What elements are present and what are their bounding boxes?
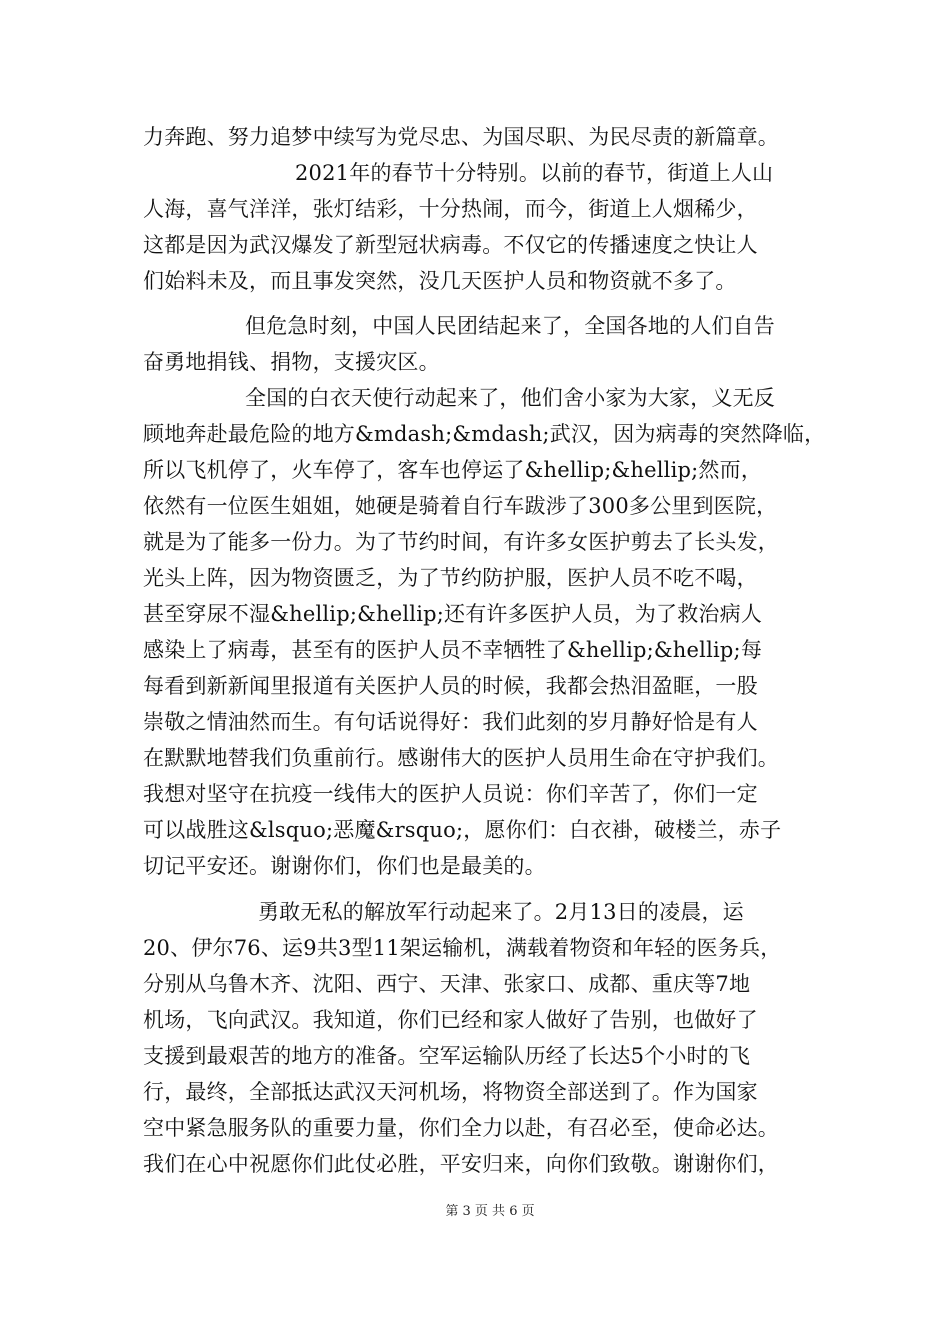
paragraph-first-line: 勇敢无私的解放军行动起来了。2月13日的凌晨，运 bbox=[258, 900, 744, 924]
text-line: 崇敬之情油然而生。有句话说得好：我们此刻的岁月静好恰是有人 bbox=[143, 710, 758, 734]
text-line: 人海，喜气洋洋，张灯结彩，十分热闹，而今，街道上人烟稀少， bbox=[143, 197, 758, 221]
text-line: 支援到最艰苦的地方的准备。空军运输队历经了长达5个小时的飞 bbox=[143, 1044, 751, 1068]
text-line: 就是为了能多一份力。为了节约时间，有许多女医护剪去了长头发， bbox=[143, 530, 779, 554]
text-line: 力奔跑、努力追梦中续写为党尽忠、为国尽职、为民尽责的新篇章。 bbox=[143, 125, 779, 149]
text-line: 机场，飞向武汉。我知道，你们已经和家人做好了告别，也做好了 bbox=[143, 1008, 758, 1032]
text-line: 我们在心中祝愿你们此仗必胜，平安归来，向你们致敬。谢谢你们， bbox=[143, 1152, 779, 1176]
text-line: 们始料未及，而且事发突然，没几天医护人员和物资就不多了。 bbox=[143, 269, 737, 293]
paragraph-first-line: 全国的白衣天使行动起来了，他们舍小家为大家，义无反 bbox=[245, 386, 775, 410]
text-line: 空中紧急服务队的重要力量，你们全力以赴，有召必至，使命必达。 bbox=[143, 1116, 779, 1140]
text-line: 依然有一位医生姐姐，她硬是骑着自行车跋涉了300多公里到医院， bbox=[143, 494, 778, 518]
text-line: 我想对坚守在抗疫一线伟大的医护人员说：你们辛苦了，你们一定 bbox=[143, 782, 758, 806]
text-line: 在默默地替我们负重前行。感谢伟大的医护人员用生命在守护我们。 bbox=[143, 746, 779, 770]
paragraph-first-line: 但危急时刻，中国人民团结起来了，全国各地的人们自告 bbox=[245, 314, 775, 338]
text-line: 切记平安还。谢谢你们，你们也是最美的。 bbox=[143, 854, 546, 878]
text-line: 所以飞机停了，火车停了，客车也停运了&hellip;&hellip;然而， bbox=[143, 458, 763, 482]
text-line: 分别从乌鲁木齐、沈阳、西宁、天津、张家口、成都、重庆等7地 bbox=[143, 972, 751, 996]
page-number: 第 3 页 共 6 页 bbox=[445, 1204, 535, 1219]
text-line: 可以战胜这&lsquo;恶魔&rsquo;，愿你们：白衣褂，破楼兰，赤子 bbox=[143, 818, 782, 842]
paragraph-first-line: 2021年的春节十分特别。以前的春节，街道上人山 bbox=[295, 161, 774, 185]
text-line: 甚至穿尿不湿&hellip;&hellip;还有许多医护人员，为了救治病人 bbox=[143, 602, 763, 626]
text-line: 顾地奔赴最危险的地方&mdash;&mdash;武汉，因为病毒的突然降临， bbox=[143, 422, 826, 446]
text-line: 光头上阵，因为物资匮乏，为了节约防护服，医护人员不吃不喝， bbox=[143, 566, 758, 590]
text-line: 每看到新新闻里报道有关医护人员的时候，我都会热泪盈眶，一股 bbox=[143, 674, 758, 698]
text-line: 感染上了病毒，甚至有的医护人员不幸牺牲了&hellip;&hellip;每 bbox=[143, 638, 763, 662]
text-line: 行，最终，全部抵达武汉天河机场，将物资全部送到了。作为国家 bbox=[143, 1080, 758, 1104]
text-line: 这都是因为武汉爆发了新型冠状病毒。不仅它的传播速度之快让人 bbox=[143, 233, 758, 257]
text-line: 奋勇地捐钱、捐物，支援灾区。 bbox=[143, 350, 440, 374]
text-line: 20、伊尔76、运9共3型11架运输机，满载着物资和年轻的医务兵， bbox=[143, 936, 782, 960]
